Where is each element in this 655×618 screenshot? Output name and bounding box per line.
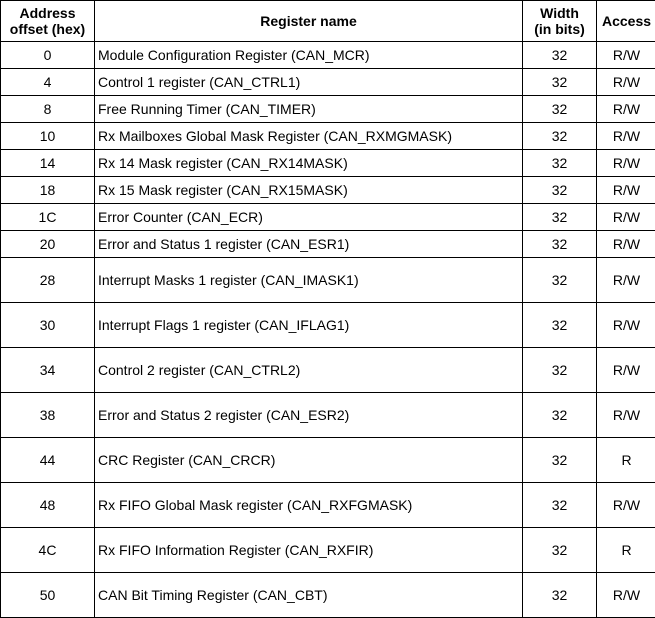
table-header (1, 1, 655, 42)
cell-width: 32 (523, 303, 597, 348)
cell-offset: 8 (1, 96, 95, 123)
cell-access: R/W (597, 231, 655, 258)
cell-access: R/W (597, 204, 655, 231)
cell-register-name: Rx 15 Mask register (CAN_RX15MASK) (95, 177, 523, 204)
cell-width: 32 (523, 528, 597, 573)
cell-register-name: Interrupt Flags 1 register (CAN_IFLAG1) (95, 303, 523, 348)
cell-access: R/W (597, 42, 655, 69)
table-row (1, 573, 655, 618)
cell-offset: 28 (1, 258, 95, 303)
cell-access: R/W (597, 573, 655, 618)
table-row (1, 528, 655, 573)
cell-width: 32 (523, 96, 597, 123)
table-body (1, 42, 655, 618)
cell-width: 32 (523, 438, 597, 483)
header-width-line2: (in bits) (526, 21, 593, 37)
cell-width: 32 (523, 483, 597, 528)
cell-access: R (597, 528, 655, 573)
cell-offset: 38 (1, 393, 95, 438)
cell-access: R/W (597, 348, 655, 393)
cell-access: R/W (597, 303, 655, 348)
cell-offset: 18 (1, 177, 95, 204)
table-row (1, 204, 655, 231)
table-row (1, 348, 655, 393)
cell-register-name: Rx FIFO Global Mask register (CAN_RXFGMASK) (95, 483, 523, 528)
cell-width: 32 (523, 123, 597, 150)
cell-register-name: Control 1 register (CAN_CTRL1) (95, 69, 523, 96)
cell-register-name: Module Configuration Register (CAN_MCR) (95, 42, 523, 69)
cell-access: R/W (597, 123, 655, 150)
cell-offset: 0 (1, 42, 95, 69)
header-width-line1: Width (526, 5, 593, 21)
cell-register-name: Rx 14 Mask register (CAN_RX14MASK) (95, 150, 523, 177)
cell-offset: 4 (1, 69, 95, 96)
header-offset-line2: offset (hex) (4, 21, 91, 37)
table-row (1, 393, 655, 438)
cell-width: 32 (523, 42, 597, 69)
cell-access: R/W (597, 150, 655, 177)
cell-offset: 10 (1, 123, 95, 150)
cell-access: R/W (597, 258, 655, 303)
table-row (1, 231, 655, 258)
cell-access: R/W (597, 69, 655, 96)
cell-width: 32 (523, 258, 597, 303)
cell-register-name: Error and Status 2 register (CAN_ESR2) (95, 393, 523, 438)
table-row (1, 438, 655, 483)
header-width (523, 1, 597, 42)
cell-width: 32 (523, 177, 597, 204)
table-row (1, 42, 655, 69)
cell-register-name: Free Running Timer (CAN_TIMER) (95, 96, 523, 123)
table-row (1, 123, 655, 150)
header-offset-line1: Address (4, 5, 91, 21)
table-row (1, 483, 655, 528)
cell-offset: 1C (1, 204, 95, 231)
cell-offset: 34 (1, 348, 95, 393)
cell-width: 32 (523, 348, 597, 393)
cell-register-name: CAN Bit Timing Register (CAN_CBT) (95, 573, 523, 618)
cell-width: 32 (523, 393, 597, 438)
cell-offset: 48 (1, 483, 95, 528)
header-row (1, 1, 655, 42)
cell-access: R/W (597, 483, 655, 528)
cell-width: 32 (523, 69, 597, 96)
cell-offset: 14 (1, 150, 95, 177)
cell-register-name: Interrupt Masks 1 register (CAN_IMASK1) (95, 258, 523, 303)
header-register-name: Register name (95, 1, 523, 42)
header-address-offset (1, 1, 95, 42)
cell-register-name: Error Counter (CAN_ECR) (95, 204, 523, 231)
cell-access: R/W (597, 177, 655, 204)
cell-access: R/W (597, 96, 655, 123)
cell-access: R/W (597, 393, 655, 438)
cell-offset: 50 (1, 573, 95, 618)
cell-register-name: Error and Status 1 register (CAN_ESR1) (95, 231, 523, 258)
table-row (1, 150, 655, 177)
cell-offset: 20 (1, 231, 95, 258)
cell-register-name: Rx Mailboxes Global Mask Register (CAN_RXMGMASK) (95, 123, 523, 150)
cell-width: 32 (523, 150, 597, 177)
table-row (1, 303, 655, 348)
cell-access: R (597, 438, 655, 483)
header-access: Access (597, 1, 655, 42)
table-row (1, 96, 655, 123)
cell-width: 32 (523, 231, 597, 258)
cell-register-name: Control 2 register (CAN_CTRL2) (95, 348, 523, 393)
cell-width: 32 (523, 573, 597, 618)
cell-register-name: CRC Register (CAN_CRCR) (95, 438, 523, 483)
cell-offset: 30 (1, 303, 95, 348)
table-row (1, 69, 655, 96)
table-row (1, 258, 655, 303)
table-row (1, 177, 655, 204)
cell-width: 32 (523, 204, 597, 231)
cell-register-name: Rx FIFO Information Register (CAN_RXFIR) (95, 528, 523, 573)
cell-offset: 44 (1, 438, 95, 483)
cell-offset: 4C (1, 528, 95, 573)
